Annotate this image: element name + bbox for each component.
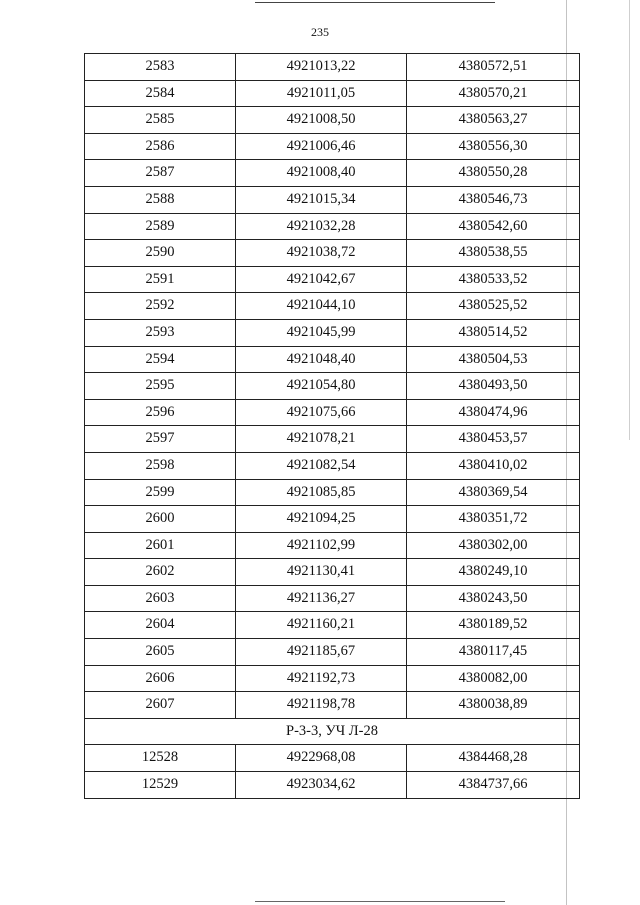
y-coordinate-cell: 4380493,50 <box>407 373 580 400</box>
top-rule <box>255 2 495 3</box>
x-coordinate-cell: 4921006,46 <box>236 133 407 160</box>
y-coordinate-cell: 4380572,51 <box>407 54 580 81</box>
point-number-cell: 2599 <box>85 479 236 506</box>
table-row <box>85 293 580 320</box>
y-coordinate-cell: 4380546,73 <box>407 186 580 213</box>
x-coordinate-cell: 4921008,50 <box>236 107 407 134</box>
y-coordinate-cell: 4380525,52 <box>407 293 580 320</box>
y-coordinate-cell: 4380369,54 <box>407 479 580 506</box>
point-number-cell: 2600 <box>85 506 236 533</box>
point-number-cell: 12528 <box>85 745 236 772</box>
x-coordinate-cell: 4921048,40 <box>236 346 407 373</box>
point-number-cell: 2587 <box>85 160 236 187</box>
table-row <box>85 772 580 799</box>
y-coordinate-cell: 4384737,66 <box>407 772 580 799</box>
section-title: Р-3-3, УЧ Л-28 <box>85 718 580 745</box>
table-row <box>85 373 580 400</box>
y-coordinate-cell: 4380117,45 <box>407 639 580 666</box>
table-row <box>85 107 580 134</box>
x-coordinate-cell: 4921094,25 <box>236 506 407 533</box>
point-number-cell: 2597 <box>85 426 236 453</box>
y-coordinate-cell: 4380542,60 <box>407 213 580 240</box>
coordinates-table-body <box>85 54 580 799</box>
table-row <box>85 240 580 267</box>
y-coordinate-cell: 4380082,00 <box>407 665 580 692</box>
x-coordinate-cell: 4921045,99 <box>236 319 407 346</box>
x-coordinate-cell: 4923034,62 <box>236 772 407 799</box>
x-coordinate-cell: 4921185,67 <box>236 639 407 666</box>
x-coordinate-cell: 4921011,05 <box>236 80 407 107</box>
y-coordinate-cell: 4380563,27 <box>407 107 580 134</box>
table-row <box>85 319 580 346</box>
table-row <box>85 745 580 772</box>
y-coordinate-cell: 4380514,52 <box>407 319 580 346</box>
point-number-cell: 2602 <box>85 559 236 586</box>
scan-artifact-line <box>629 0 630 440</box>
y-coordinate-cell: 4384468,28 <box>407 745 580 772</box>
x-coordinate-cell: 4921008,40 <box>236 160 407 187</box>
bottom-rule <box>255 901 505 902</box>
x-coordinate-cell: 4921078,21 <box>236 426 407 453</box>
point-number-cell: 2594 <box>85 346 236 373</box>
point-number-cell: 2607 <box>85 692 236 719</box>
y-coordinate-cell: 4380504,53 <box>407 346 580 373</box>
y-coordinate-cell: 4380038,89 <box>407 692 580 719</box>
point-number-cell: 2588 <box>85 186 236 213</box>
section-header-row <box>85 718 580 745</box>
point-number-cell: 2596 <box>85 399 236 426</box>
x-coordinate-cell: 4921085,85 <box>236 479 407 506</box>
point-number-cell: 2585 <box>85 107 236 134</box>
table-row <box>85 133 580 160</box>
table-row <box>85 266 580 293</box>
y-coordinate-cell: 4380410,02 <box>407 452 580 479</box>
table-row <box>85 160 580 187</box>
table-row <box>85 665 580 692</box>
table-row <box>85 346 580 373</box>
x-coordinate-cell: 4921032,28 <box>236 213 407 240</box>
table-row <box>85 399 580 426</box>
x-coordinate-cell: 4921130,41 <box>236 559 407 586</box>
table-row <box>85 692 580 719</box>
table-row <box>85 506 580 533</box>
y-coordinate-cell: 4380189,52 <box>407 612 580 639</box>
table-row <box>85 559 580 586</box>
table-row <box>85 54 580 81</box>
table-row <box>85 612 580 639</box>
y-coordinate-cell: 4380550,28 <box>407 160 580 187</box>
y-coordinate-cell: 4380538,55 <box>407 240 580 267</box>
point-number-cell: 2584 <box>85 80 236 107</box>
point-number-cell: 2589 <box>85 213 236 240</box>
table-row <box>85 80 580 107</box>
x-coordinate-cell: 4921015,34 <box>236 186 407 213</box>
point-number-cell: 2590 <box>85 240 236 267</box>
point-number-cell: 2592 <box>85 293 236 320</box>
point-number-cell: 2604 <box>85 612 236 639</box>
point-number-cell: 2598 <box>85 452 236 479</box>
x-coordinate-cell: 4921082,54 <box>236 452 407 479</box>
point-number-cell: 12529 <box>85 772 236 799</box>
coordinates-table <box>84 53 580 799</box>
table-row <box>85 452 580 479</box>
point-number-cell: 2603 <box>85 585 236 612</box>
point-number-cell: 2591 <box>85 266 236 293</box>
x-coordinate-cell: 4921160,21 <box>236 612 407 639</box>
y-coordinate-cell: 4380453,57 <box>407 426 580 453</box>
x-coordinate-cell: 4921042,67 <box>236 266 407 293</box>
table-row <box>85 585 580 612</box>
point-number-cell: 2593 <box>85 319 236 346</box>
x-coordinate-cell: 4921013,22 <box>236 54 407 81</box>
point-number-cell: 2583 <box>85 54 236 81</box>
y-coordinate-cell: 4380570,21 <box>407 80 580 107</box>
point-number-cell: 2586 <box>85 133 236 160</box>
table-row <box>85 213 580 240</box>
table-row <box>85 639 580 666</box>
point-number-cell: 2605 <box>85 639 236 666</box>
y-coordinate-cell: 4380351,72 <box>407 506 580 533</box>
x-coordinate-cell: 4921136,27 <box>236 585 407 612</box>
y-coordinate-cell: 4380556,30 <box>407 133 580 160</box>
x-coordinate-cell: 4921102,99 <box>236 532 407 559</box>
x-coordinate-cell: 4921075,66 <box>236 399 407 426</box>
y-coordinate-cell: 4380249,10 <box>407 559 580 586</box>
x-coordinate-cell: 4921038,72 <box>236 240 407 267</box>
table-row <box>85 186 580 213</box>
table-row <box>85 479 580 506</box>
x-coordinate-cell: 4921192,73 <box>236 665 407 692</box>
page-number: 235 <box>311 25 329 39</box>
x-coordinate-cell: 4921198,78 <box>236 692 407 719</box>
x-coordinate-cell: 4921054,80 <box>236 373 407 400</box>
y-coordinate-cell: 4380474,96 <box>407 399 580 426</box>
table-row <box>85 426 580 453</box>
y-coordinate-cell: 4380533,52 <box>407 266 580 293</box>
table-row <box>85 532 580 559</box>
point-number-cell: 2606 <box>85 665 236 692</box>
y-coordinate-cell: 4380302,00 <box>407 532 580 559</box>
point-number-cell: 2595 <box>85 373 236 400</box>
y-coordinate-cell: 4380243,50 <box>407 585 580 612</box>
point-number-cell: 2601 <box>85 532 236 559</box>
x-coordinate-cell: 4921044,10 <box>236 293 407 320</box>
x-coordinate-cell: 4922968,08 <box>236 745 407 772</box>
